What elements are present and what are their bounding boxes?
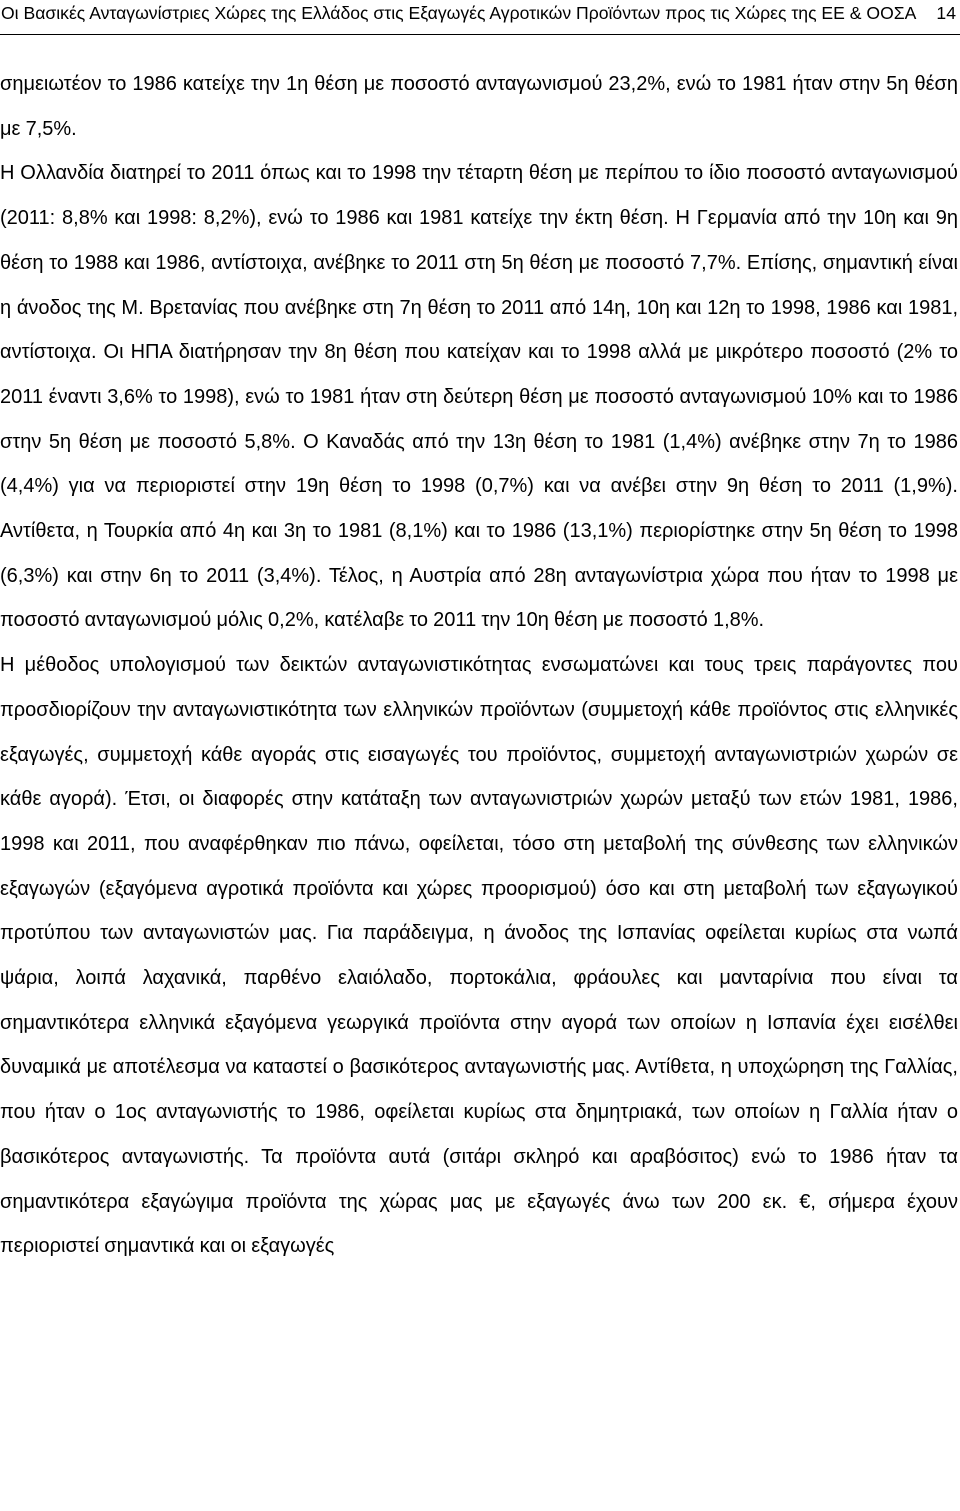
paragraph-competitor-rankings: Η Ολλανδία διατηρεί το 2011 όπως και το 1998 την τέταρτη θέση με περίπου το ίδιο ποσοστό ανταγωνισμού (2011: 8,8% και 1998: 8,2%), ενώ το 1986 και 1981 κατείχε την έκτη θέση. Η Γερμανία από την 10η και 9η θέση το 1988 και 1986, αντίστοιχα, ανέβηκε το 2011 στη 5η θέση με ποσοστό 7,7%. Επίσης, σημαντική είναι η άνοδος της Μ. Βρετανίας που ανέβηκε στη 7η θέση το 2011 από 14η, 10η και 12η το 1998, 1986 και 1981, αντίστοιχα. Οι ΗΠΑ διατήρησαν την 8η θέση που κατείχαν και το 1998 αλλά με μικρότερο ποσοστό (2% το 2011 έναντι 3,6% το 1998), ενώ το 1981 ήταν στη δεύτερη θέση με ποσοστό ανταγωνισμού 10% και το 1986 στην 5η θέση με ποσοστό 5,8%. Ο Καναδάς από την 13η θέση το 1981 (1,4%) ανέβηκε στην 7η το 1986 (4,4%) για να περιοριστεί στην 19η θέση το 1998 (0,7%) και να ανέβει στην 9η θέση το 2011 (1,9%). Αντίθετα, η Τουρκία από 4η και 3η το 1981 (8,1%) και το 1986 (13,1%) περιορίστηκε στην 5η θέση το 1998 (6,3%) και στην 6η το 2011 (3,4%). Τέλος, η Αυστρία από 28η ανταγωνίστρια χώρα που ήταν το 1998 με ποσοστό ανταγωνισμού μόλις 0,2%, κατέλαβε το 2011 την 10η θέση με ποσοστό 1,8%. [0,162,958,632]
page-number: 14 [936,3,956,23]
paragraph-methodology: Η μέθοδος υπολογισμού των δεικτών ανταγωνιστικότητας ενσωματώνει και τους τρεις παράγοντες που προσδιορίζουν την ανταγωνιστικότητα των ελληνικών προϊόντων (συμμετοχή κάθε προϊόντος στις ελληνικές εξαγωγές, συμμετοχή κάθε αγοράς στις εισαγωγές του προϊόντος, συμμετοχή ανταγωνιστριών χωρών σε κάθε αγορά). Έτσι, οι διαφορές στην κατάταξη των ανταγωνιστριών χωρών μεταξύ των ετών 1981, 1986, 1998 και 2011, που αναφέρθηκαν πιο πάνω, οφείλεται, τόσο στη μεταβολή της σύνθεσης των ελληνικών εξαγωγών (εξαγόμενα αγροτικά προϊόντα και χώρες προορισμού) όσο και στη μεταβολή των εξαγωγικού προτύπου των ανταγωνιστών μας. Για παράδειγμα, η άνοδος της Ισπανίας οφείλεται κυρίως στα νωπά ψάρια, λοιπά λαχανικά, παρθένο ελαιόλαδο, πορτοκάλια, φράουλες και μανταρίνια που είναι τα σημαντικότερα ελληνικά εξαγόμενα γεωργικά προϊόντα στην αγορά των οποίων η Ισπανία έχει εισέλθει δυναμικά με αποτέλεσμα να καταστεί ο βασικότερος ανταγωνιστής μας. Αντίθετα, η υποχώρηση της Γαλλίας, που ήταν ο 1ος ανταγωνιστής το 1986, οφείλεται κυρίως στα δημητριακά, των οποίων η Γαλλία ήταν ο βασικότερος ανταγωνιστής. Τα προϊόντα αυτά (σιτάρι σκληρό και αραβόσιτος) ενώ το 1986 ήταν τα σημαντικότερα εξαγώγιμα προϊόντα της χώρας μας με εξαγωγές άνω των 200 εκ. €, σήμερα έχουν περιοριστεί σημαντικά και οι εξαγωγές [0,654,958,1258]
document-body [0,62,958,1269]
running-header-title: Οι Βασικές Ανταγωνίστριες Χώρες της Ελλάδος στις Εξαγωγές Αγροτικών Προϊόντων προς τις Χώρες της ΕΕ & ΟΟΣΑ [1,3,917,23]
page-header [0,0,960,35]
paragraph-continuation: σημειωτέον το 1986 κατείχε την 1η θέση με ποσοστό ανταγωνισμού 23,2%, ενώ το 1981 ήταν στην 5η θέση με 7,5%. [0,73,958,140]
